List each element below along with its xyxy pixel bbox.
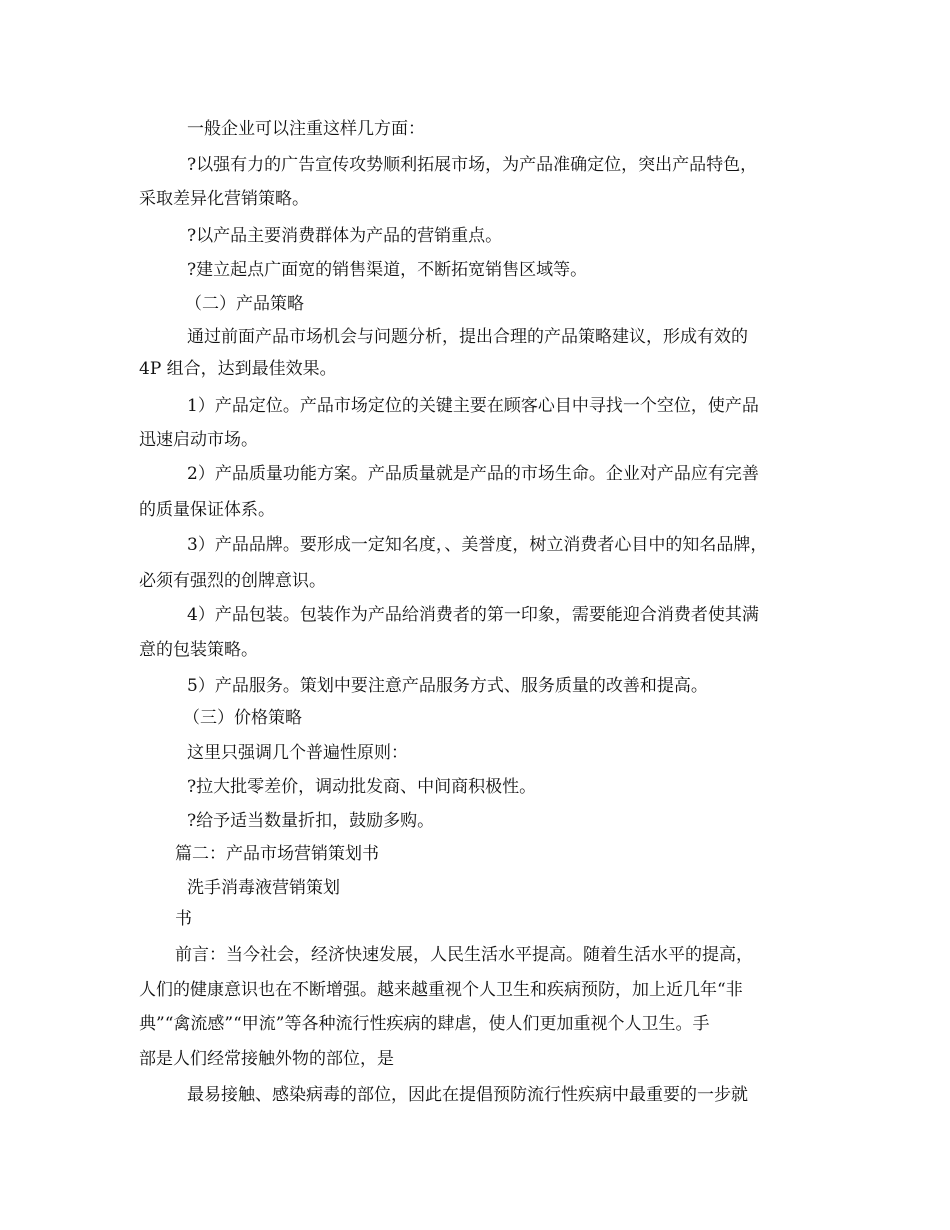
text-line: 部是人们经常接触外物的部位，是 xyxy=(139,1049,394,1069)
text-line: 4P 组合，达到最佳效果。 xyxy=(139,359,337,379)
text-line: 一般企业可以注重这样几方面： xyxy=(187,119,425,139)
text-line: ?建立起点广面宽的销售渠道，不断拓宽销售区域等。 xyxy=(187,260,588,280)
text-line: ?以产品主要消费群体为产品的营销重点。 xyxy=(187,226,503,246)
chapter-heading: 篇二：产品市场营销策划书 xyxy=(175,844,379,864)
text-line: ?以强有力的广告宣传攻势顺利拓展市场，为产品准确定位，突出产品特色， xyxy=(187,155,758,175)
text-line: ?拉大批零差价，调动批发商、中间商积极性。 xyxy=(187,777,537,797)
text-line: 4）产品包装。包装作为产品给消费者的第一印象，需要能迎合消费者使其满 xyxy=(187,605,759,625)
text-line: ?给予适当数量折扣，鼓励多购。 xyxy=(187,811,435,831)
text-line: 的质量保证体系。 xyxy=(139,500,275,520)
text-line: 前言：当今社会，经济快速发展，人民生活水平提高。随着生活水平的提高， xyxy=(175,945,753,965)
text-line: 采取差异化营销策略。 xyxy=(139,189,309,209)
text-line: 这里只强调几个普遍性原则： xyxy=(187,743,408,763)
text-line: 意的包装策略。 xyxy=(139,640,258,660)
document-title: 洗手消毒液营销策划 xyxy=(187,878,340,898)
section-heading: （三）价格策略 xyxy=(183,708,302,728)
text-line: 5）产品服务。策划中要注意产品服务方式、服务质量的改善和提高。 xyxy=(187,676,708,696)
text-line: 通过前面产品市场机会与问题分析，提出合理的产品策略建议，形成有效的 xyxy=(187,327,748,347)
text-line: 3）产品品牌。要形成一定知名度，、美誉度，树立消费者心目中的知名品牌， xyxy=(187,535,768,555)
text-line: 2）产品质量功能方案。产品质量就是产品的市场生命。企业对产品应有完善 xyxy=(187,464,759,484)
text-line: 必须有强烈的创牌意识。 xyxy=(139,571,326,591)
text-line: 迅速启动市场。 xyxy=(139,430,258,450)
section-heading: （二）产品策略 xyxy=(185,294,304,314)
text-line: 最易接触、感染病毒的部位，因此在提倡预防流行性疾病中最重要的一步就 xyxy=(187,1085,748,1105)
text-line: 人们的健康意识也在不断增强。越来越重视个人卫生和疾病预防，加上近几年“非 xyxy=(139,980,743,1000)
document-title: 书 xyxy=(175,909,192,929)
text-line: 典”“禽流感”“甲流”等各种流行性疾病的肆虐，使人们更加重视个人卫生。手 xyxy=(139,1014,710,1034)
text-line: 1）产品定位。产品市场定位的关键主要在顾客心目中寻找一个空位，使产品 xyxy=(187,396,759,416)
